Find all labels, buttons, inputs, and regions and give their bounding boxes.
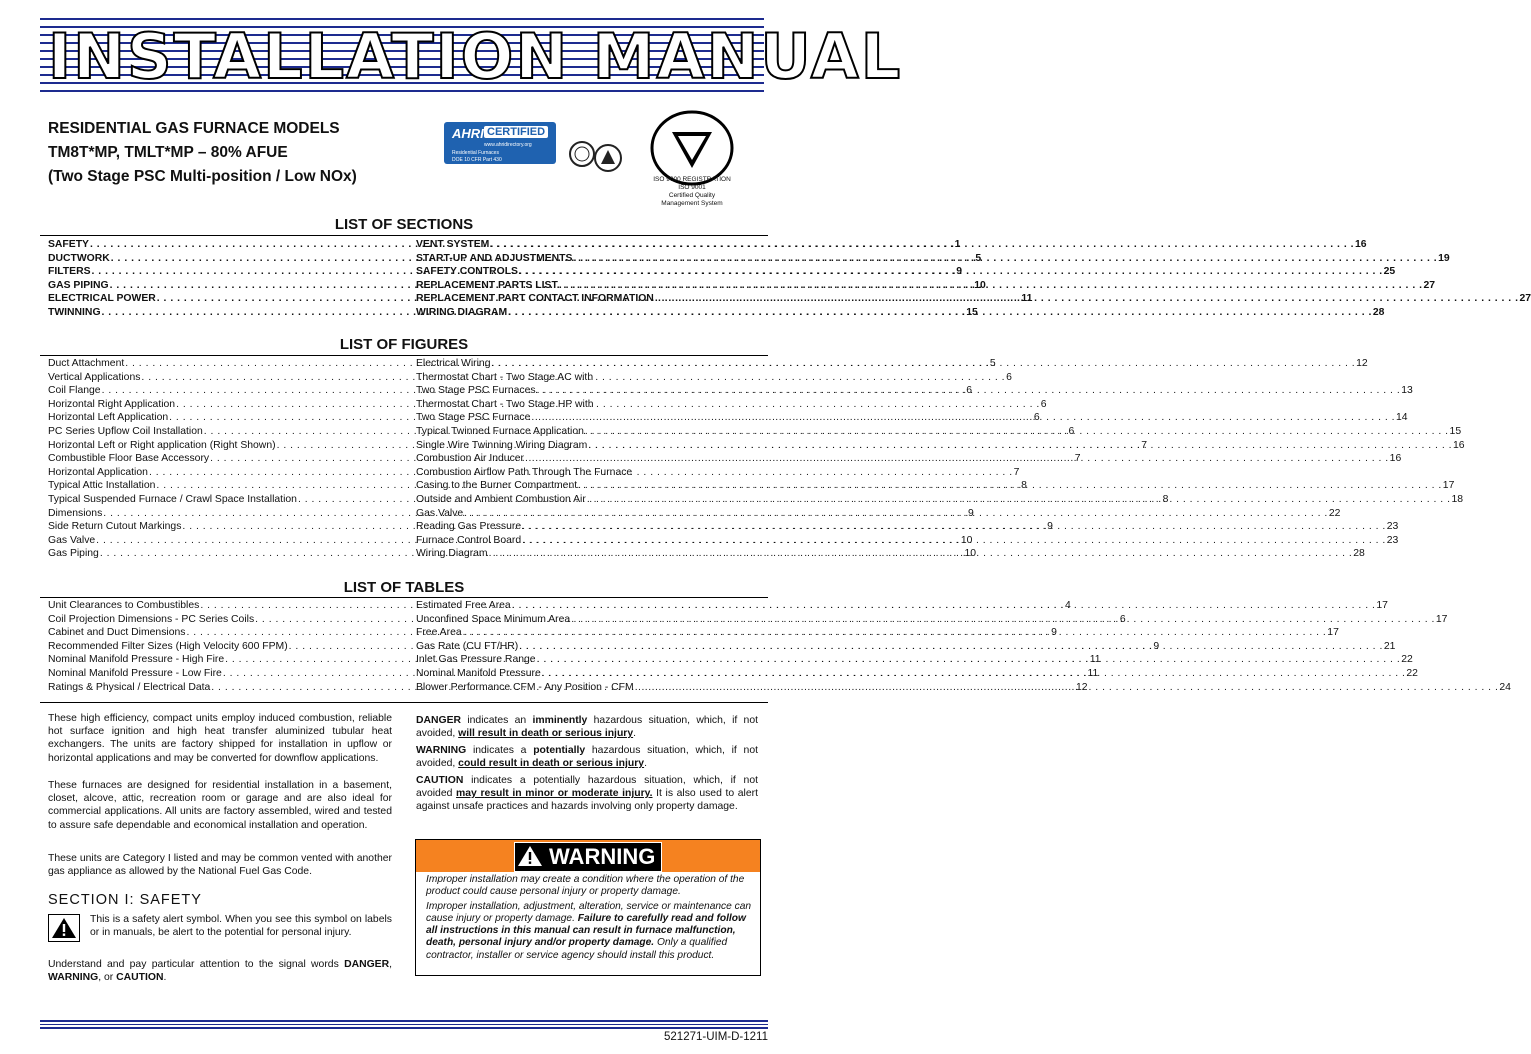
manual-title: INSTALLATION MANUAL: [48, 20, 903, 93]
iso-line3: Management System: [661, 200, 723, 207]
figure-row[interactable]: Two Stage PSC Furnaces . . . 13: [416, 384, 756, 398]
table-row[interactable]: Blower Performance CFM - Any Position - CFM . . . 24: [416, 681, 756, 695]
toc-row[interactable]: TWINNING . . . 15: [48, 306, 386, 320]
footer-rule: [40, 1020, 768, 1029]
warning-label: WARNING: [514, 842, 662, 872]
figure-row[interactable]: Horizontal Left or Right application (Right Shown) . . . 7: [48, 439, 386, 453]
safety-alert-icon: [48, 914, 80, 942]
figure-row[interactable]: Combustible Floor Base Accessory . . . 7: [48, 452, 386, 466]
warning-definition: WARNING indicates a potentially hazardous situation, which, if not avoided, could result in death or serious injury.: [416, 745, 758, 770]
toc-row[interactable]: REPLACEMENT PART CONTACT INFORMATION . . . 27: [416, 292, 756, 306]
figure-row[interactable]: Vertical Applications . . . 6: [48, 371, 386, 385]
warning-triangle-icon: [517, 845, 543, 867]
title-banner: [40, 14, 903, 96]
alert-symbol-text: This is a safety alert symbol. When you see this symbol on labels or in manuals, be alert to the potential for personal injury.: [90, 914, 392, 939]
table-row[interactable]: Estimated Free Area . . . 17: [416, 599, 756, 613]
table-row[interactable]: Nominal Manifold Pressure - High Fire . . . 11: [48, 653, 386, 667]
divider: [40, 235, 768, 236]
table-row[interactable]: Inlet Gas Pressure Range . . . 22: [416, 653, 756, 667]
iso-ring-text: ISO 9000 REGISTRATION: [653, 176, 731, 183]
toc-row[interactable]: FILTERS . . . 9: [48, 265, 386, 279]
document-code: 521271-UIM-D-1211: [664, 1031, 768, 1043]
toc-row[interactable]: SAFETY . . . 1: [48, 238, 386, 252]
intro-paragraph-3: These units are Category I listed and may be common vented with another gas appliance as allowed by the National Fuel Gas Code.: [48, 853, 392, 878]
intro-paragraph-1: These high efficiency, compact units employ induced combustion, reliable hot surface ignition and high heat transfer aluminized tubular heat exchangers. The units are factory shipped for installation in upflow or horizontal applications and may be converted for downflow applications.: [48, 713, 392, 764]
figure-row[interactable]: Typical Attic Installation . . . 8: [48, 479, 386, 493]
iso-line1: ISO 9001: [678, 184, 706, 191]
toc-row[interactable]: VENT SYSTEM . . . 16: [416, 238, 756, 252]
table-row[interactable]: Gas Rate (CU FT/HR) . . . 21: [416, 640, 756, 654]
figure-row[interactable]: Side Return Cutout Markings . . . 9: [48, 520, 386, 534]
iso-caption: [642, 176, 742, 208]
toc-row[interactable]: SAFETY CONTROLS . . . 25: [416, 265, 756, 279]
warning-text-2: Improper installation, adjustment, alteration, service or maintenance can cause injury or property damage. Failure to carefully read and follow all instructions in this manual can result in furnace malfunction, death, personal injury and/or property damage. Only a qualified contractor, installer or service agency should install this product.: [426, 900, 752, 961]
table-row[interactable]: Coil Projection Dimensions - PC Series Coils . . . 6: [48, 613, 386, 627]
model-numbers: TM8T*MP, TMLT*MP – 80% AFUE: [48, 144, 288, 161]
warning-text: [426, 874, 752, 962]
figure-row[interactable]: Gas Piping . . . 10: [48, 547, 386, 561]
divider: [40, 597, 768, 598]
figure-row[interactable]: Two Stage PSC Furnace . . . 14: [416, 411, 756, 425]
divider: [40, 702, 768, 703]
figure-row[interactable]: Casing to the Burner Compartment . . . 17: [416, 479, 756, 493]
figure-row[interactable]: Wiring Diagram . . . 28: [416, 547, 756, 561]
figure-row[interactable]: Furnace Control Board . . . 23: [416, 534, 756, 548]
table-row[interactable]: Nominal Manifold Pressure . . . 22: [416, 667, 756, 681]
ahri-certified-logo: [444, 122, 556, 164]
warning-text-1: Improper installation may create a condition where the operation of the product could cause personal injury or property damage.: [426, 874, 745, 898]
ahri-sub1: Residential Furnaces: [452, 150, 499, 156]
figure-row[interactable]: Duct Attachment . . . 5: [48, 357, 386, 371]
warning-header-band: [416, 840, 760, 872]
toc-row[interactable]: DUCTWORK . . . 5: [48, 252, 386, 266]
ahri-certified: CERTIFIED: [484, 126, 548, 138]
models-heading: RESIDENTIAL GAS FURNACE MODELS: [48, 120, 340, 137]
section-safety-title: SECTION I: SAFETY: [48, 892, 202, 908]
figure-row[interactable]: Outside and Ambient Combustion Air . . . 18: [416, 493, 756, 507]
toc-row[interactable]: WIRING DIAGRAM . . . 28: [416, 306, 756, 320]
figure-row-line1: Thermostat Chart - Two Stage AC with: [416, 371, 594, 383]
list-of-tables-heading: LIST OF TABLES: [343, 579, 465, 596]
ahri-sub2: DOE 10 CFR Part 430: [452, 157, 502, 163]
table-row[interactable]: Free Area . . . 17: [416, 626, 756, 640]
figure-row[interactable]: Electrical Wiring . . . 12: [416, 357, 756, 371]
figure-row[interactable]: Horizontal Right Application . . . 6: [48, 398, 386, 412]
list-of-figures-heading: LIST OF FIGURES: [339, 336, 469, 353]
figure-row[interactable]: Dimensions . . . 9: [48, 507, 386, 521]
caution-definition: CAUTION indicates a potentially hazardous situation, which, if not avoided may result in minor or moderate injury. It is also used to alert against unsafe practices and hazards involving only property damage.: [416, 775, 758, 813]
figure-row[interactable]: Combustion Air Inducer . . . 16: [416, 452, 756, 466]
figure-row[interactable]: PC Series Upflow Coil Installation . . . 6: [48, 425, 386, 439]
figure-row[interactable]: Typical Twinned Furnace Application . . . 15: [416, 425, 756, 439]
table-row[interactable]: Ratings & Physical / Electrical Data . . . 12: [48, 681, 386, 695]
toc-row[interactable]: GAS PIPING . . . 10: [48, 279, 386, 293]
figure-row-line1: Combustion Airflow Path Through The Furnace: [416, 466, 633, 478]
figure-row[interactable]: Single Wire Twinning Wiring Diagram . . . 16: [416, 439, 756, 453]
iso-line2: Certified Quality: [668, 192, 716, 199]
certification-seals-icon: [568, 134, 624, 184]
divider: [40, 355, 768, 356]
figure-row[interactable]: Horizontal Left Application . . . 6: [48, 411, 386, 425]
toc-row[interactable]: START-UP AND ADJUSTMENTS . . . 19: [416, 252, 756, 266]
danger-definition: DANGER indicates an imminently hazardous situation, which, if not avoided, will result in death or serious injury.: [416, 715, 759, 740]
figure-row[interactable]: Gas Valve . . . 10: [48, 534, 386, 548]
figure-row[interactable]: Coil Flange . . . 6: [48, 384, 386, 398]
figure-row[interactable]: Typical Suspended Furnace / Crawl Space Installation . . . 8: [48, 493, 386, 507]
table-row[interactable]: Unit Clearances to Combustibles . . . 4: [48, 599, 386, 613]
ahri-url: www.ahridirectory.org: [484, 142, 532, 148]
ahri-brand: AHRI: [452, 126, 484, 141]
intro-paragraph-2: These furnaces are designed for residential installation in a basement, closet, alcove, attic, recreation room or garage and are also ideal for commercial applications. All units are factory assembled, wired and tested to assure safe dependable and economical installation and operation.: [48, 780, 392, 831]
figure-row-line1: Thermostat Chart - Two Stage HP with: [416, 398, 594, 410]
table-row[interactable]: Cabinet and Duct Dimensions . . . 9: [48, 626, 386, 640]
figure-row[interactable]: Reading Gas Pressure . . . 23: [416, 520, 756, 534]
toc-row[interactable]: ELECTRICAL POWER . . . 11: [48, 292, 386, 306]
model-description: (Two Stage PSC Multi-position / Low NOx): [48, 168, 357, 185]
table-row[interactable]: Recommended Filter Sizes (High Velocity 600 FPM) . . . 9: [48, 640, 386, 654]
figure-row[interactable]: Gas Valve . . . 22: [416, 507, 756, 521]
warning-box: [415, 839, 761, 976]
figure-row[interactable]: Horizontal Application . . . 7: [48, 466, 386, 480]
signal-words-paragraph: Understand and pay particular attention to the signal words DANGER, WARNING, or CAUTION.: [48, 959, 392, 984]
toc-row[interactable]: REPLACEMENT PARTS LIST . . . 27: [416, 279, 756, 293]
table-row[interactable]: Unconfined Space Minimum Area . . . 17: [416, 613, 756, 627]
list-of-sections-heading: LIST OF SECTIONS: [334, 216, 474, 233]
table-row[interactable]: Nominal Manifold Pressure - Low Fire . . . 11: [48, 667, 386, 681]
